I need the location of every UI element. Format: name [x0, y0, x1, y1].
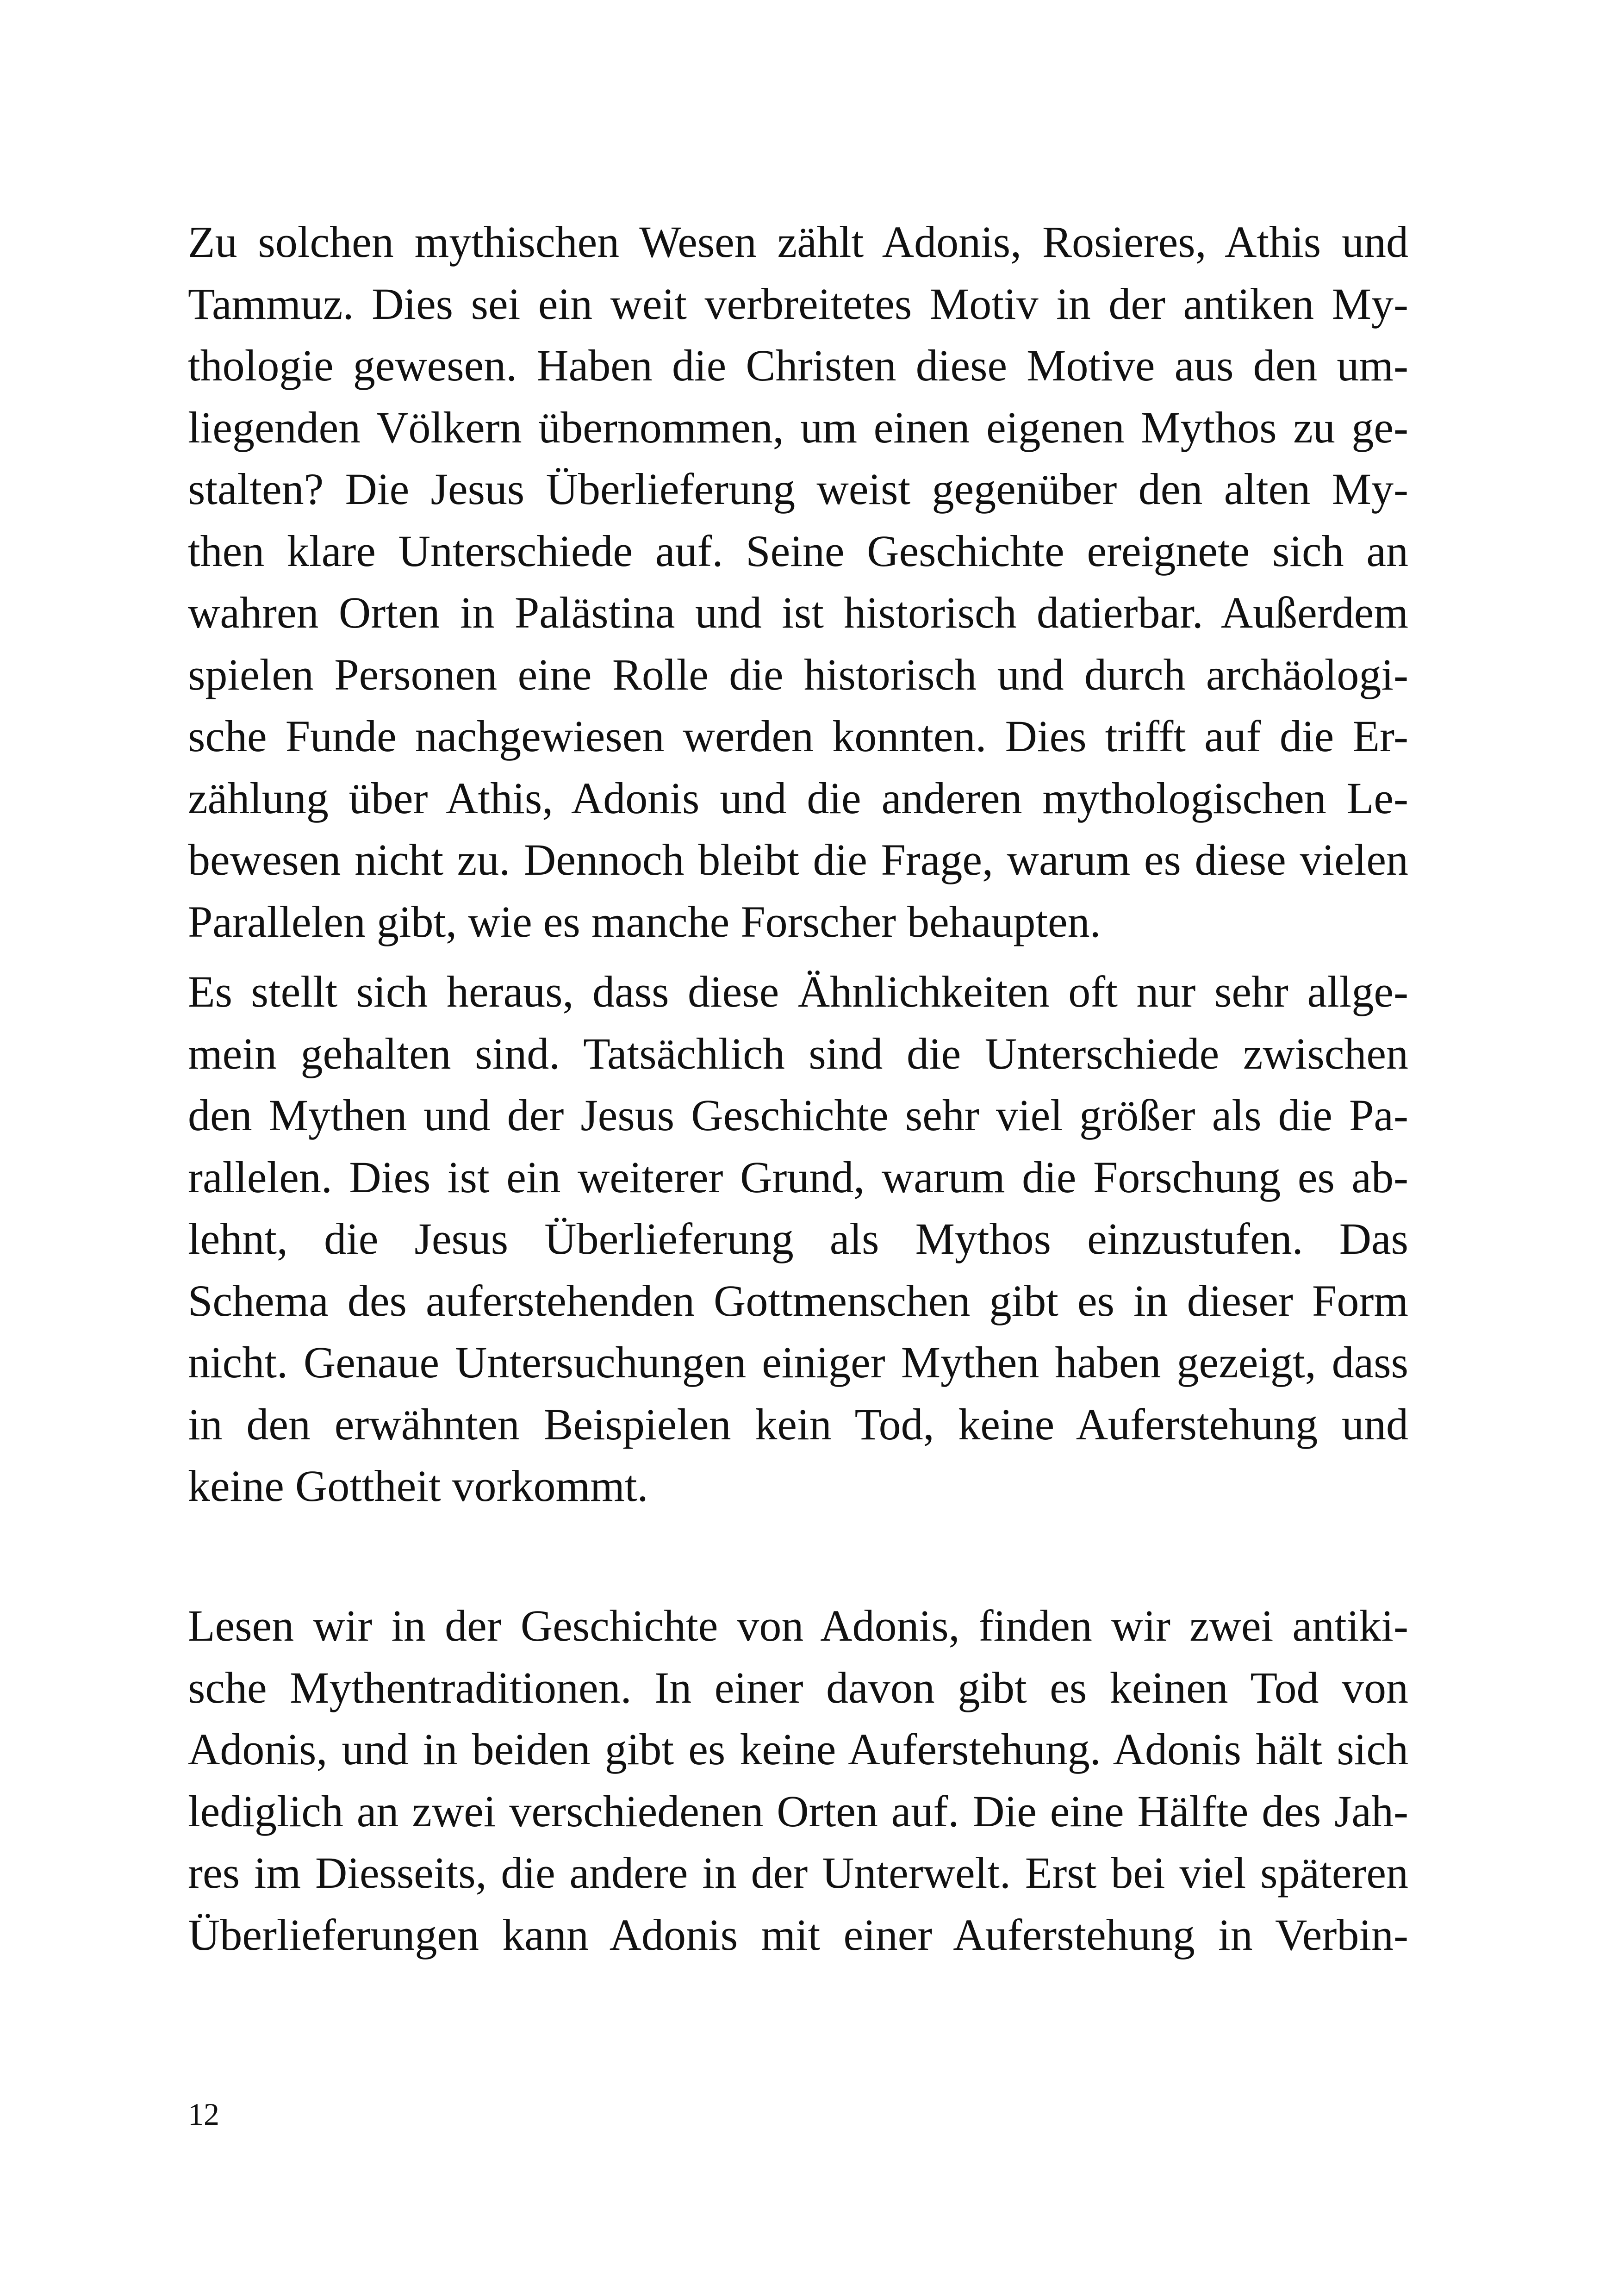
text-line: den Mythen und der Jesus Geschichte sehr viel größer als die Pa-: [188, 1090, 1408, 1140]
text-line: lehnt, die Jesus Überlieferung als Mythos einzustufen. Das: [188, 1214, 1408, 1263]
text-line: lediglich an zwei verschiedenen Orten auf. Die eine Hälfte des Jah-: [188, 1786, 1408, 1836]
text-line: res im Diesseits, die andere in der Unterwelt. Erst bei viel späteren: [188, 1848, 1408, 1898]
text-line: sche Mythentraditionen. In einer davon gibt es keinen Tod von: [188, 1662, 1408, 1712]
paragraph-2: [188, 961, 1408, 1517]
text-line: Schema des auferstehenden Gottmenschen gibt es in dieser Form: [188, 1276, 1408, 1325]
text-line: wahren Orten in Palästina und ist historisch datierbar. Außerdem: [188, 588, 1408, 637]
page-number: 12: [188, 2097, 219, 2132]
text-line: spielen Personen eine Rolle die historisch und durch archäologi-: [188, 649, 1408, 699]
text-line: rallelen. Dies ist ein weiterer Grund, warum die Forschung es ab-: [188, 1152, 1408, 1202]
text-line: sche Funde nachgewiesen werden konnten. Dies trifft auf die Er-: [188, 711, 1408, 761]
text-line: Tammuz. Dies sei ein weit verbreitetes Motiv in der antiken My-: [188, 279, 1408, 329]
text-line: mein gehalten sind. Tatsächlich sind die Unterschiede zwischen: [188, 1028, 1408, 1078]
text-line: in den erwähnten Beispielen kein Tod, keine Auferstehung und: [188, 1399, 1408, 1449]
text-line: keine Gottheit vorkommt.: [188, 1461, 648, 1511]
text-line: Parallelen gibt, wie es manche Forscher behaupten.: [188, 896, 1101, 946]
text-line: bewesen nicht zu. Dennoch bleibt die Frage, warum es diese vielen: [188, 835, 1408, 884]
text-line: then klare Unterschiede auf. Seine Geschichte ereignete sich an: [188, 526, 1408, 576]
text-line: nicht. Genaue Untersuchungen einiger Mythen haben gezeigt, dass: [188, 1338, 1408, 1387]
text-line: thologie gewesen. Haben die Christen diese Motive aus den um-: [188, 341, 1408, 390]
text-line: Adonis, und in beiden gibt es keine Auferstehung. Adonis hält sich: [188, 1724, 1408, 1774]
text-line: Zu solchen mythischen Wesen zählt Adonis, Rosieres, Athis und: [188, 217, 1408, 267]
text-line: stalten? Die Jesus Überlieferung weist gegenüber den alten My-: [188, 464, 1408, 514]
paragraph-3: [188, 1595, 1408, 1966]
paragraph-1: [188, 211, 1408, 952]
text-line: Es stellt sich heraus, dass diese Ähnlichkeiten oft nur sehr allge-: [188, 967, 1408, 1016]
text-line: Lesen wir in der Geschichte von Adonis, finden wir zwei antiki-: [188, 1601, 1408, 1650]
text-line: liegenden Völkern übernommen, um einen eigenen Mythos zu ge-: [188, 402, 1408, 452]
text-line: zählung über Athis, Adonis und die anderen mythologischen Le-: [188, 773, 1408, 823]
text-line: Überlieferungen kann Adonis mit einer Auferstehung in Verbin-: [188, 1910, 1408, 1960]
